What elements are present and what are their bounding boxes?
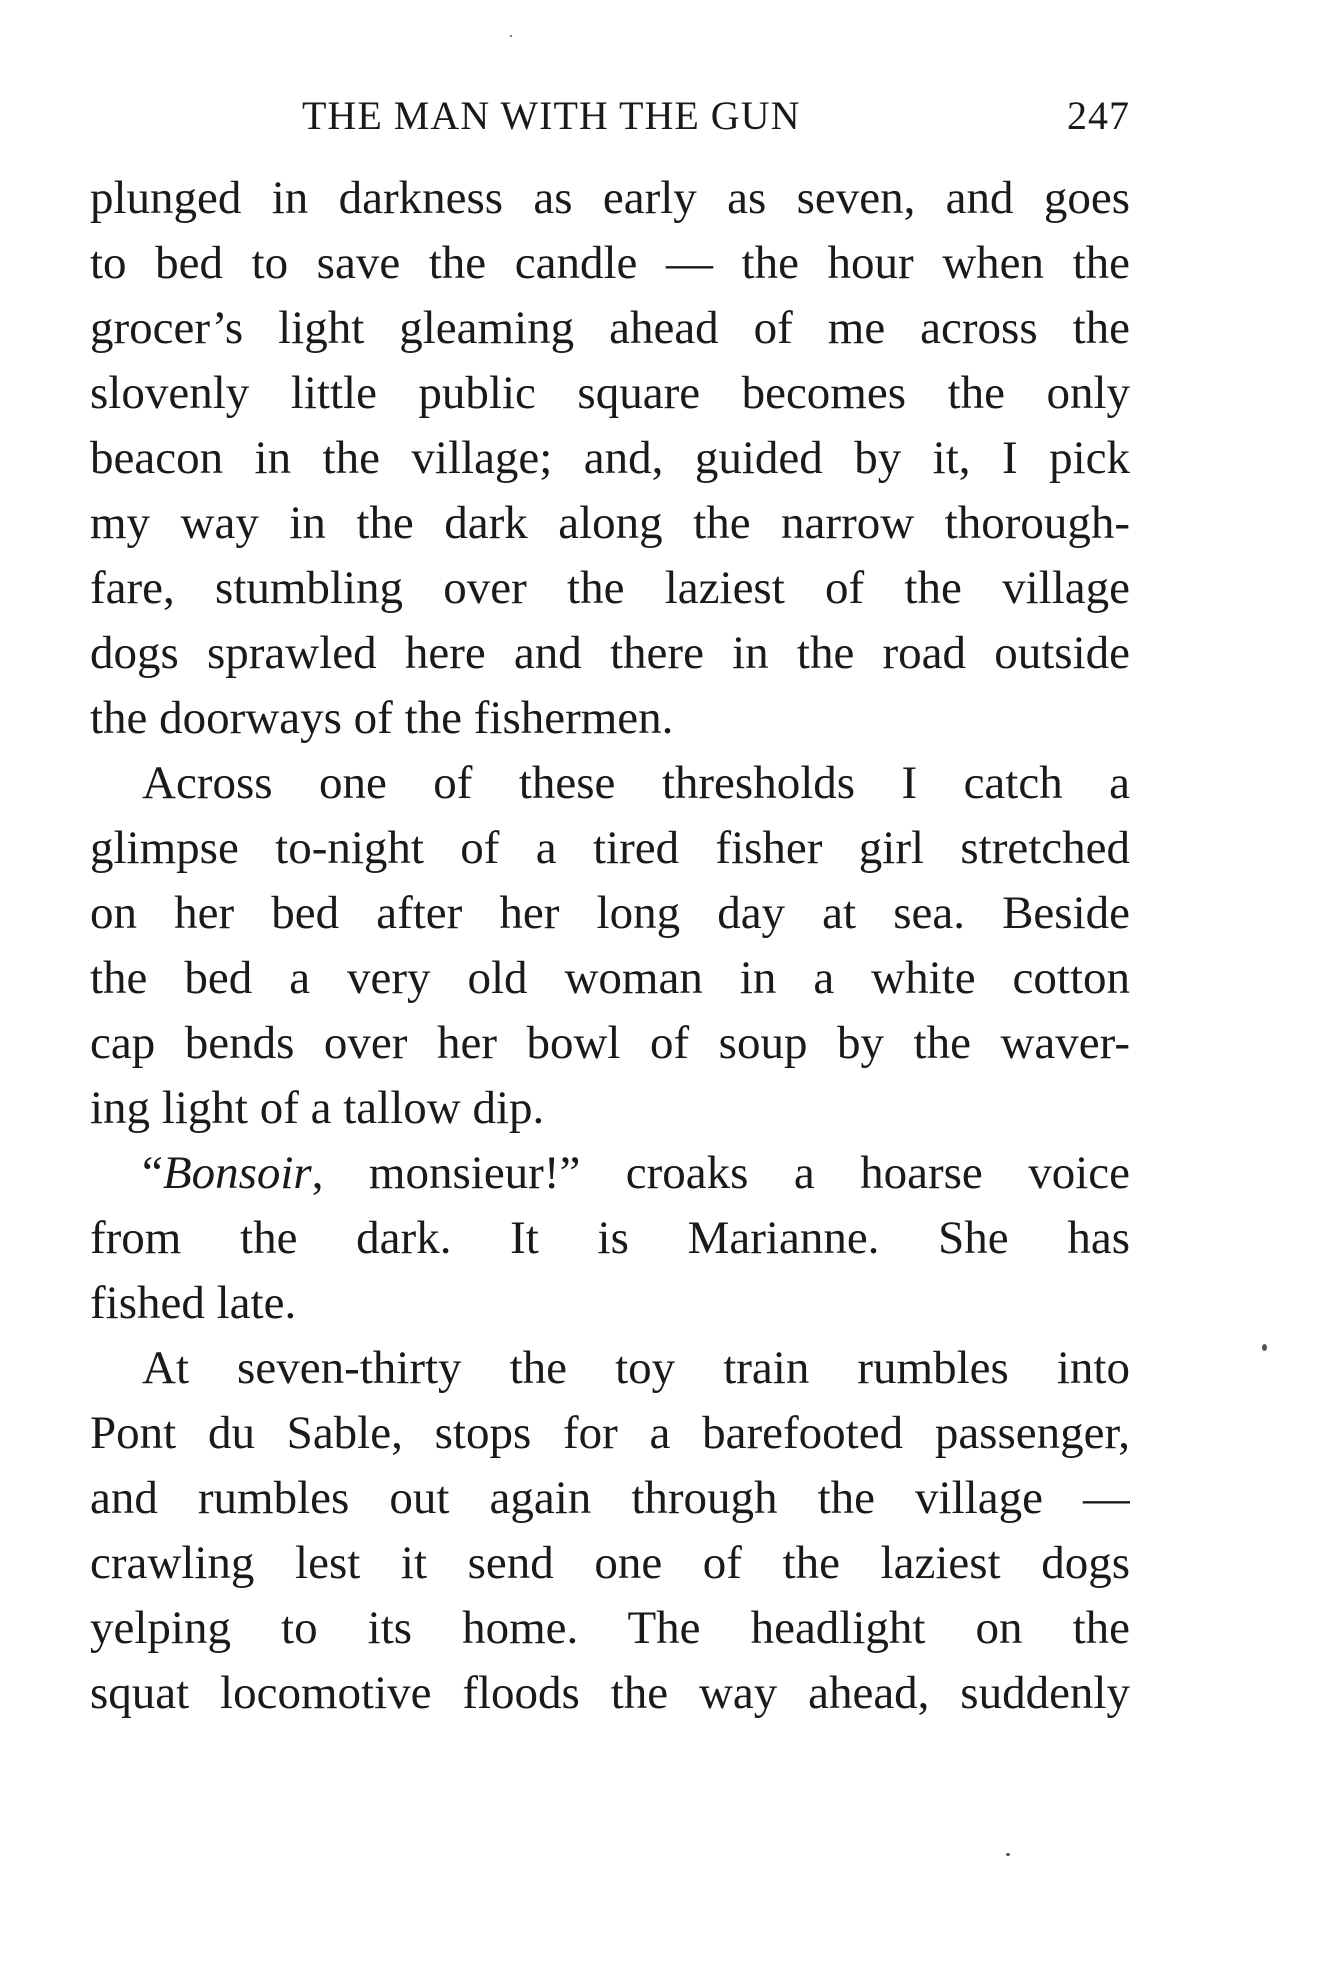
- paragraph: [90, 1336, 1130, 1726]
- text-line: glimpse to-night of a tired fisher girl stretched: [90, 822, 1130, 874]
- text-line: on her bed after her long day at sea. Beside: [90, 887, 1130, 939]
- text-line: grocer’s light gleaming ahead of me across the: [90, 302, 1130, 354]
- text-line: and rumbles out again through the village —: [90, 1472, 1130, 1524]
- scan-speck: [1006, 1853, 1010, 1856]
- text-line: cap bends over her bowl of soup by the waver-: [90, 1017, 1130, 1069]
- text-line: beacon in the village; and, guided by it, I pick: [90, 432, 1130, 484]
- text-line: to bed to save the candle — the hour when the: [90, 237, 1130, 289]
- page-number: 247: [1067, 93, 1130, 138]
- scan-speck: [510, 35, 512, 37]
- text-line: “Bonsoir, monsieur!” croaks a hoarse voice: [142, 1147, 1130, 1199]
- text-line: my way in the dark along the narrow thorough-: [90, 497, 1130, 549]
- text-line: the bed a very old woman in a white cotton: [90, 952, 1130, 1004]
- text-line: Across one of these thresholds I catch a: [142, 757, 1130, 809]
- text-line: fare, stumbling over the laziest of the village: [90, 562, 1130, 614]
- scan-speck: [1262, 1344, 1267, 1351]
- running-title: THE MAN WITH THE GUN: [302, 93, 801, 138]
- text-line: dogs sprawled here and there in the road outside: [90, 627, 1130, 679]
- text-line: yelping to its home. The headlight on the: [90, 1602, 1130, 1654]
- text-line: plunged in darkness as early as seven, and goes: [90, 172, 1130, 224]
- paragraph: [90, 751, 1130, 1141]
- text-line: slovenly little public square becomes the only: [90, 367, 1130, 419]
- text-line: the doorways of the fishermen.: [90, 692, 674, 744]
- paragraph: [90, 1141, 1130, 1336]
- text-line: ing light of a tallow dip.: [90, 1082, 545, 1134]
- text-line: crawling lest it send one of the laziest dogs: [90, 1537, 1130, 1589]
- text-line: Pont du Sable, stops for a barefooted passenger,: [90, 1407, 1130, 1459]
- page-header: [90, 92, 1130, 144]
- text-line: from the dark. It is Marianne. She has: [90, 1212, 1130, 1264]
- text-line: At seven-thirty the toy train rumbles into: [142, 1342, 1130, 1394]
- text-line: squat locomotive floods the way ahead, suddenly: [90, 1667, 1130, 1719]
- paragraph: [90, 166, 1130, 751]
- body-text: [90, 166, 1130, 1726]
- text-line: fished late.: [90, 1277, 297, 1329]
